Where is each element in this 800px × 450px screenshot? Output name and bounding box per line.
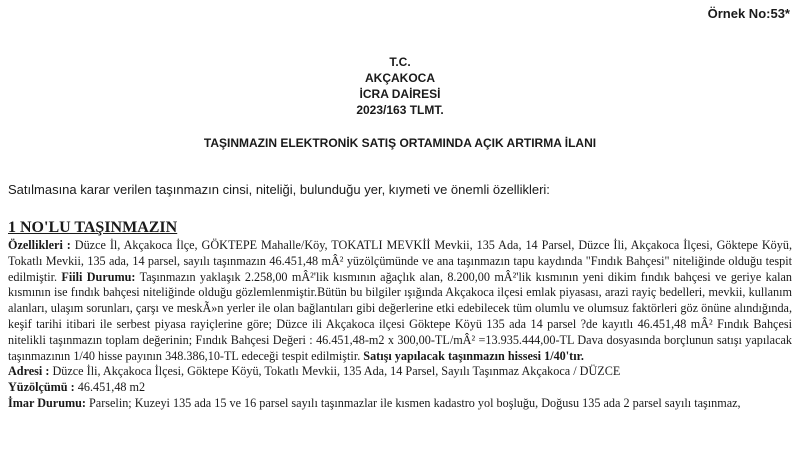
header-tc: T.C. [389, 55, 411, 69]
actual-status-label: Fiili Durumu: [61, 269, 136, 284]
address-paragraph [8, 364, 792, 380]
property-details [8, 238, 792, 412]
area-text: 46.451,48 m2 [74, 380, 146, 395]
actual-status-text: Taşınmazın yaklaşık 2.258,00 mÂ²'lik kısmının ağaçlık alan, 8.200,00 mÂ²'lik kısmının yeni dikim fındık bahçesi ve geriye kalan kısmının ise fındık bahçesi niteliğinde olduğu gözlemlenmiştir.Bütün bu bilgiler ışığında Akçakoca ilçesi emlak piyasası, arazi rayiç bedelleri, mevkii, kullanım alanları, ulaşım sorunları, çarşı ve meskÃ»n yerler ile olan bağlantıları gibi değerlerine etki edebilecek tüm olumlu ve olumsuz faktörleri göz önüne alındığında, keşif tarihi itibari ile serbest piyasa rayiçlerine göre; Düzce ili Akçakoca ilçesi Göktepe Köyü 135 ada 14 parsel ?de kayıtlı 46.451,48 mÂ² Fındık Bahçesi nitelikli taşınmazın toplam değerinin; Fındık Bahçesi Değeri : 46.451,48-m2 x 300,00-TL/mÂ² =13.935.444,00-TL Dava dosyasında borçlunun satışı yapılacak taşınmazının 1/40 hisse payının 348.386,10-TL edeceği tespit edilmiştir. [8, 269, 792, 363]
announcement-title: TAŞINMAZIN ELEKTRONİK SATIŞ ORTAMINDA AÇIK ARTIRMA İLANI [203, 136, 597, 150]
area-label: Yüzölçümü : [8, 380, 75, 395]
sample-number: Örnek No:53* [707, 6, 790, 21]
area-paragraph [8, 380, 792, 396]
properties-paragraph [8, 238, 792, 364]
zoning-label: İmar Durumu: [8, 395, 86, 410]
header-office: İCRA DAİRESİ [359, 87, 441, 101]
address-label: Adresi : [8, 364, 50, 379]
section-heading: 1 NO'LU TAŞINMAZIN [8, 219, 178, 236]
share-text: Satışı yapılacak taşınmazın hissesi 1/40'tır. [363, 348, 584, 363]
header-file-number: 2023/163 TLMT. [356, 103, 444, 117]
properties-label: Özellikleri : [8, 238, 71, 252]
intro-text: Satılmasına karar verilen taşınmazın cinsi, niteliği, bulunduğu yer, kıymeti ve önemli özellikleri: [8, 182, 550, 197]
zoning-text: Parselin; Kuzeyi 135 ada 15 ve 16 parsel sayılı taşınmazlar ile kısmen kadastro yol boşluğu, Doğusu 135 ada 2 parsel sayılı taşınmaz, [85, 395, 741, 410]
address-text: Düzce İli, Akçakoca İlçesi, Göktepe Köyü, Tokatlı Mevkii, 135 Ada, 14 Parsel, Sayılı Taşınmaz Akçakoca / DÜZCE [49, 364, 621, 379]
zoning-paragraph [8, 396, 792, 412]
office-header [0, 54, 800, 118]
header-city: AKÇAKOCA [365, 71, 435, 85]
properties-text: Düzce İl, Akçakoca İlçe, GÖKTEPE Mahalle/Köy, TOKATLI MEVKİİ Mevkii, 135 Ada, 14 Parsel, Düzce İli, Akçakoca İlçesi, Göktepe Köyü, Tokatlı Mevkii, 135 ada, 14 parsel, sayılı taşınmazın 46.451,48 mÂ² yüzölçümünde ve ana taşınmazın tapu kaydında "Fındık Bahçesi" niteliğinde olduğu tespit edilmiştir. [8, 238, 792, 284]
